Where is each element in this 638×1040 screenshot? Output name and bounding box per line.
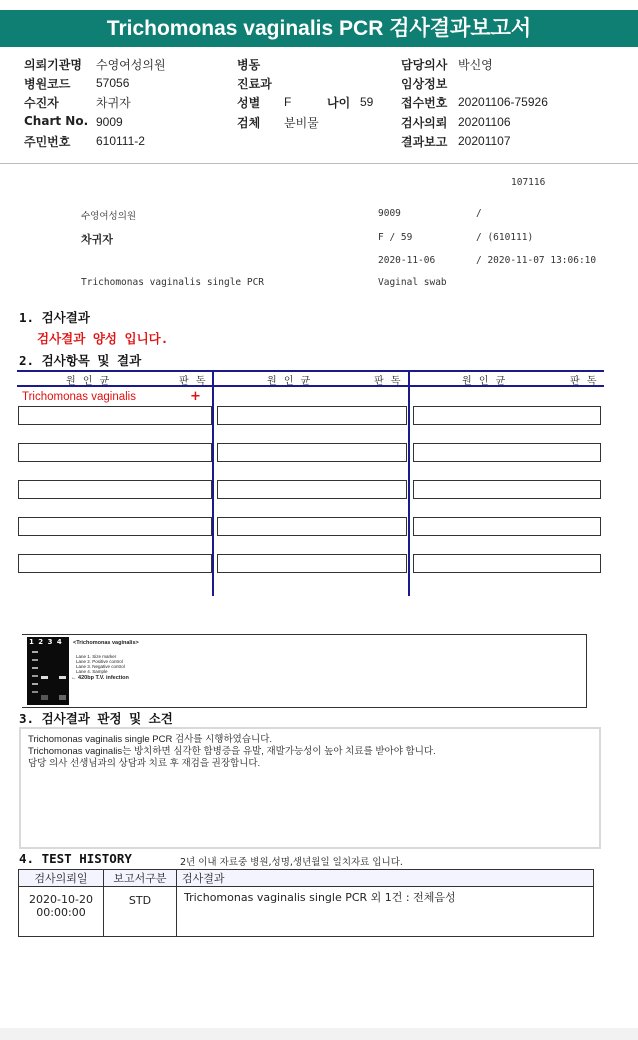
meta-slash: / bbox=[476, 208, 482, 219]
opinion-line-1: Trichomonas vaginalis single PCR 검사를 시행하였습니다. bbox=[28, 734, 273, 745]
col-organism-1: 원 인 균 bbox=[66, 376, 112, 387]
request-date-label: 검사의뢰 bbox=[401, 116, 448, 130]
opinion-line-3: 담당 의사 선생님과의 상담과 치료 후 재검을 권장합니다. bbox=[28, 758, 261, 769]
chart-no-value: 9009 bbox=[96, 115, 123, 129]
age-value: 59 bbox=[360, 95, 374, 109]
hospital-code-label: 병원코드 bbox=[24, 77, 71, 91]
gel-primer-band bbox=[41, 695, 48, 700]
section2-title: 2. 검사항목 및 결과 bbox=[19, 353, 142, 368]
sex-label: 성별 bbox=[237, 96, 261, 110]
resident-no-label: 주민번호 bbox=[24, 135, 71, 149]
dept-label: 진료과 bbox=[237, 77, 272, 91]
empty-result-cell bbox=[18, 517, 212, 536]
meta-id: / (610111) bbox=[476, 232, 534, 243]
empty-result-cell bbox=[413, 554, 601, 573]
gel-lane-legend bbox=[76, 654, 125, 674]
empty-result-cell bbox=[413, 480, 601, 499]
gel-sample-band bbox=[59, 676, 66, 679]
gel-ladder-band bbox=[32, 691, 38, 693]
gel-band-label: 420bp T.V. infection bbox=[78, 675, 129, 681]
result-summary: 검사결과 양성 입니다. bbox=[37, 331, 169, 346]
gel-ladder-band bbox=[32, 683, 38, 685]
footer-strip bbox=[0, 1028, 638, 1040]
gel-image bbox=[27, 637, 69, 705]
clinical-info-label: 임상정보 bbox=[401, 77, 448, 91]
col-judge-2: 판 독 bbox=[374, 376, 403, 387]
history-header-type: 보고서구분 bbox=[104, 870, 177, 887]
empty-result-cell bbox=[217, 406, 407, 425]
hospital-code-value: 57056 bbox=[96, 76, 130, 90]
gel-caption-title: <Trichomonas vaginalis> bbox=[73, 640, 139, 646]
sex-value: F bbox=[284, 95, 292, 109]
gel-lane-numbers: 1 2 3 4 bbox=[29, 638, 63, 646]
gel-lane-3: Lane 3. Negative control bbox=[76, 664, 125, 669]
section3-title: 3. 검사결과 판정 및 소견 bbox=[19, 711, 173, 726]
empty-result-cell bbox=[217, 554, 407, 573]
institution-label: 의뢰기관명 bbox=[24, 58, 82, 72]
empty-result-cell bbox=[18, 443, 212, 462]
history-date: 2020-10-20 bbox=[29, 893, 93, 906]
empty-result-cell bbox=[217, 443, 407, 462]
meta-sex-age: F / 59 bbox=[378, 232, 413, 243]
gel-primer-band bbox=[59, 695, 66, 700]
history-type: STD bbox=[104, 887, 177, 937]
grid-divider-1 bbox=[212, 370, 214, 596]
patient-value: 차귀자 bbox=[96, 96, 131, 110]
gel-ladder-band bbox=[32, 675, 38, 677]
resident-no-value: 610111-2 bbox=[96, 134, 145, 148]
gel-band-annotation bbox=[71, 675, 129, 681]
institution-value: 수영여성의원 bbox=[96, 58, 166, 72]
history-table bbox=[18, 869, 594, 937]
meta-chart: 9009 bbox=[378, 208, 401, 219]
history-time: 00:00:00 bbox=[36, 906, 86, 919]
empty-result-cell bbox=[18, 406, 212, 425]
meta-patient: 차귀자 bbox=[81, 233, 113, 246]
history-result: Trichomonas vaginalis single PCR 외 1건 : 전체음성 bbox=[177, 887, 594, 937]
empty-result-cell bbox=[18, 480, 212, 499]
gel-ladder-band bbox=[32, 667, 38, 669]
history-header-result: 검사결과 bbox=[177, 870, 594, 887]
col-judge-1: 판 독 bbox=[179, 376, 208, 387]
history-date-cell bbox=[19, 887, 104, 937]
result-organism-name: Trichomonas vaginalis bbox=[22, 391, 136, 403]
gel-right-line bbox=[586, 634, 587, 708]
gel-ladder-band bbox=[32, 651, 38, 653]
doctor-label: 담당의사 bbox=[401, 58, 448, 72]
meta-test-name: Trichomonas vaginalis single PCR bbox=[81, 277, 265, 288]
gel-lane-4: Lane 4. Sample bbox=[76, 669, 108, 674]
meta-date2: / 2020-11-07 13:06:10 bbox=[476, 255, 597, 266]
section4-title: 4. TEST HISTORY bbox=[19, 851, 132, 866]
arrow-left-icon: ← bbox=[71, 675, 77, 681]
empty-result-cell bbox=[217, 480, 407, 499]
empty-result-cell bbox=[413, 443, 601, 462]
gel-positive-band bbox=[41, 676, 48, 679]
chart-no-label: Chart No. bbox=[24, 114, 89, 128]
history-note: 2년 이내 자료중 병원,성명,생년월일 일치자료 입니다. bbox=[180, 857, 403, 868]
gel-bottom-line bbox=[22, 707, 587, 708]
receipt-no-value: 20201106-75926 bbox=[458, 95, 548, 109]
meta-specimen: Vaginal swab bbox=[378, 277, 447, 288]
grid-divider-2 bbox=[408, 370, 410, 596]
table-row bbox=[19, 887, 594, 937]
empty-result-cell bbox=[413, 406, 601, 425]
gel-lane-1: Lane 1. Size marker bbox=[76, 654, 117, 659]
meta-date1: 2020-11-06 bbox=[378, 255, 436, 266]
report-title: Trichomonas vaginalis PCR 검사결과보고서 bbox=[0, 10, 638, 47]
gel-top-line bbox=[22, 634, 587, 635]
opinion-box bbox=[19, 727, 601, 849]
col-organism-3: 원 인 균 bbox=[462, 376, 508, 387]
empty-result-cell bbox=[18, 554, 212, 573]
gel-lane-2: Lane 2. Positive control bbox=[76, 659, 123, 664]
request-date-value: 20201106 bbox=[458, 115, 511, 129]
report-date-label: 결과보고 bbox=[401, 135, 448, 149]
receipt-no-label: 접수번호 bbox=[401, 96, 448, 110]
col-organism-2: 원 인 균 bbox=[267, 376, 313, 387]
gel-ladder-band bbox=[32, 659, 38, 661]
age-label: 나이 bbox=[327, 96, 351, 110]
report-date-value: 20201107 bbox=[458, 134, 511, 148]
col-judge-3: 판 독 bbox=[570, 376, 599, 387]
doctor-value: 박신영 bbox=[458, 58, 493, 72]
opinion-line-2: Trichomonas vaginalis는 방치하면 심각한 합병증을 유발, 재발가능성이 높아 치료를 받아야 합니다. bbox=[28, 746, 436, 757]
report-number: 107116 bbox=[511, 177, 546, 188]
ward-label: 병동 bbox=[237, 58, 261, 72]
specimen-label: 검체 bbox=[237, 116, 261, 130]
header-divider bbox=[0, 163, 638, 164]
result-positive-mark: + bbox=[190, 389, 201, 404]
empty-result-cell bbox=[413, 517, 601, 536]
section1-title: 1. 검사결과 bbox=[19, 310, 90, 325]
history-header-date: 검사의뢰일 bbox=[19, 870, 104, 887]
meta-institution: 수영여성의원 bbox=[81, 211, 137, 222]
empty-result-cell bbox=[217, 517, 407, 536]
patient-label: 수진자 bbox=[24, 96, 59, 110]
specimen-value: 분비물 bbox=[284, 116, 319, 130]
